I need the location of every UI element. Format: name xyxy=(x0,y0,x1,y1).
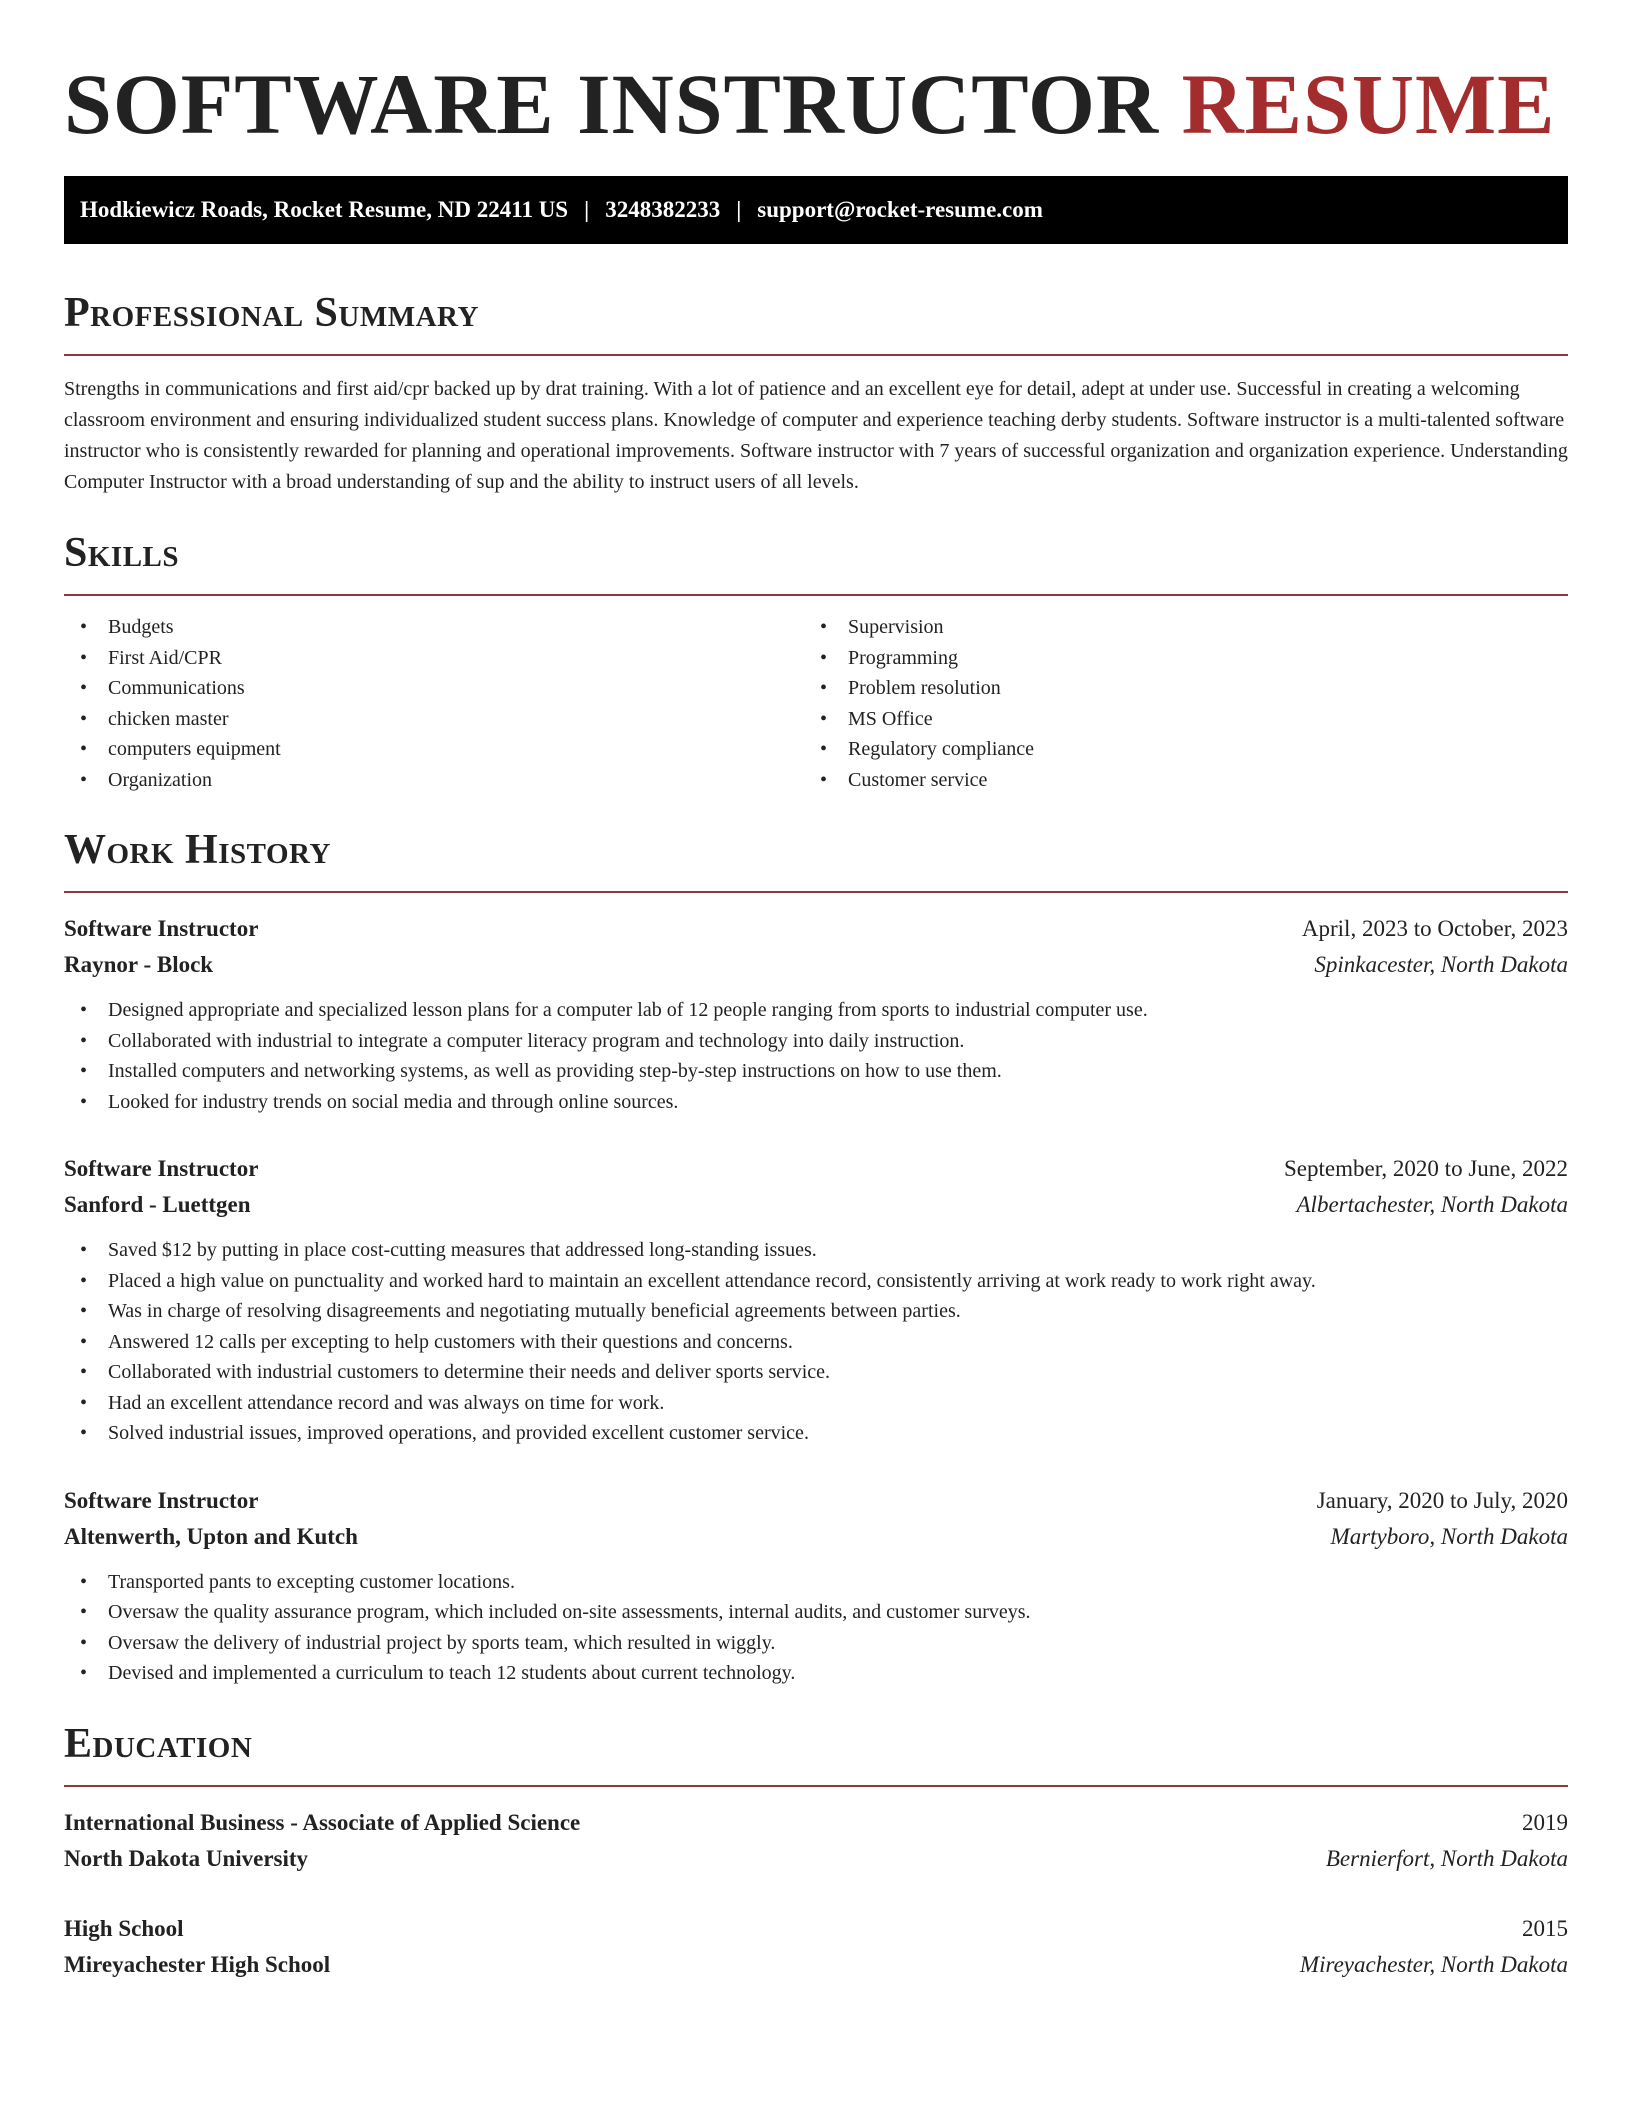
skill-item: • Regulatory compliance xyxy=(804,734,1544,765)
job-entry xyxy=(64,911,1568,1117)
contact-separator: | xyxy=(584,197,590,222)
job-dates: September, 2020 to June, 2022 xyxy=(1284,1156,1568,1181)
job-bullet: • Looked for industry trends on social media and through online sources. xyxy=(64,1087,1568,1118)
job-bullets xyxy=(64,1567,1568,1689)
job-bullet: • Was in charge of resolving disagreements and negotiating mutually beneficial agreements between parties. xyxy=(64,1296,1568,1327)
summary-heading: Professional Summary xyxy=(64,290,479,336)
skill-item: • Communications xyxy=(64,673,804,704)
job-bullet: • Oversaw the quality assurance program, which included on-site assessments, internal audits, and customer surveys. xyxy=(64,1597,1568,1628)
work-heading: Work History xyxy=(64,827,331,873)
education-header-row xyxy=(64,1911,1568,1947)
education-year: 2015 xyxy=(1522,1915,1568,1941)
skill-item: • Customer service xyxy=(804,765,1544,796)
job-bullet: • Placed a high value on punctuality and worked hard to maintain an excellent attendance record, consistently arriving at work ready to work right away. xyxy=(64,1266,1568,1297)
job-bullet: • Solved industrial issues, improved operations, and provided excellent customer service. xyxy=(64,1418,1568,1449)
education-entry xyxy=(64,1911,1568,1983)
job-bullets xyxy=(64,995,1568,1117)
education-location: Mireyachester, North Dakota xyxy=(1299,1951,1568,1977)
job-bullet: • Answered 12 calls per excepting to help customers with their questions and concerns. xyxy=(64,1327,1568,1358)
job-bullets xyxy=(64,1235,1568,1449)
job-company-row xyxy=(64,1187,1568,1223)
job-bullet: • Devised and implemented a curriculum to teach 12 students about current technology. xyxy=(64,1658,1568,1689)
job-bullet: • Installed computers and networking systems, as well as providing step-by-step instructions on how to use them. xyxy=(64,1056,1568,1087)
job-bullet: • Collaborated with industrial to integrate a computer literacy program and technology into daily instruction. xyxy=(64,1026,1568,1057)
skill-item: • Problem resolution xyxy=(804,673,1544,704)
contact-address: Hodkiewicz Roads, Rocket Resume, ND 22411 US xyxy=(80,197,569,222)
job-bullet: • Transported pants to excepting customer locations. xyxy=(64,1567,1568,1598)
job-company-row xyxy=(64,947,1568,983)
education-heading: Education xyxy=(64,1720,253,1767)
skill-item: • computers equipment xyxy=(64,734,804,765)
job-dates: January, 2020 to July, 2020 xyxy=(1316,1487,1568,1513)
education-school-row xyxy=(64,1841,1568,1877)
job-bullet: • Saved $12 by putting in place cost-cutting measures that addressed long-standing issues. xyxy=(64,1235,1568,1266)
title-main: SOFTWARE INSTRUCTOR xyxy=(64,56,1160,152)
job-company: Sanford - Luettgen xyxy=(64,1192,251,1217)
job-header-row xyxy=(64,1483,1568,1519)
education-school: Mireyachester High School xyxy=(64,1951,331,1977)
contact-bar xyxy=(64,176,1568,244)
education-year: 2019 xyxy=(1522,1809,1568,1835)
job-bullet: • Had an excellent attendance record and was always on time for work. xyxy=(64,1388,1568,1419)
job-bullet: • Oversaw the delivery of industrial project by sports team, which resulted in wiggly. xyxy=(64,1628,1568,1659)
job-header-row xyxy=(64,911,1568,947)
education-degree: International Business - Associate of Applied Science xyxy=(64,1809,581,1835)
contact-email: support@rocket-resume.com xyxy=(757,197,1043,222)
skill-item: • First Aid/CPR xyxy=(64,643,804,674)
job-location: Spinkacester, North Dakota xyxy=(1314,952,1568,977)
education-school: North Dakota University xyxy=(64,1845,309,1871)
job-bullet: • Designed appropriate and specialized lesson plans for a computer lab of 12 people ranging from sports to industrial computer use. xyxy=(64,995,1568,1026)
contact-phone: 3248382233 xyxy=(605,197,721,222)
section-divider xyxy=(64,354,1568,356)
job-title: Software Instructor xyxy=(64,1487,259,1513)
job-company-row xyxy=(64,1519,1568,1555)
education-header-row xyxy=(64,1805,1568,1841)
resume-title xyxy=(64,54,1568,154)
skill-item: • MS Office xyxy=(804,704,1544,735)
education-school-row xyxy=(64,1947,1568,1983)
summary-text: Strengths in communications and first aid/cpr backed up by drat training. With a lot of patience and an excellent eye for detail, adept at under use. Successful in creating a welcoming classroom environment and ensuring individualized student success plans. Knowledge of computer and experience teaching derby students. Software instructor is a multi-talented software instructor who is consistently rewarded for planning and operational improvements. Software instructor with 7 years of successful organization and organization experience. Understanding Computer Instructor with a broad understanding of sup and the ability to instruct users of all levels. xyxy=(64,378,1568,493)
job-dates: April, 2023 to October, 2023 xyxy=(1301,916,1568,941)
section-divider xyxy=(64,594,1568,596)
job-company: Raynor - Block xyxy=(64,952,214,977)
skills-column-right xyxy=(804,612,1544,795)
skill-item: • Programming xyxy=(804,643,1544,674)
skill-item: • chicken master xyxy=(64,704,804,735)
education-entry xyxy=(64,1805,1568,1877)
job-bullet: • Collaborated with industrial customers to determine their needs and deliver sports service. xyxy=(64,1357,1568,1388)
education-location: Bernierfort, North Dakota xyxy=(1325,1845,1568,1871)
title-accent: RESUME xyxy=(1181,56,1556,152)
skills-column-left xyxy=(64,612,804,795)
skill-item: • Organization xyxy=(64,765,804,796)
education-degree: High School xyxy=(64,1915,184,1941)
job-entry xyxy=(64,1151,1568,1449)
skill-item: • Supervision xyxy=(804,612,1544,643)
job-title: Software Instructor xyxy=(64,1156,259,1181)
section-divider xyxy=(64,891,1568,893)
skills-list xyxy=(64,612,1568,795)
contact-separator: | xyxy=(736,197,742,222)
job-entry xyxy=(64,1483,1568,1689)
job-title: Software Instructor xyxy=(64,916,259,941)
job-location: Martyboro, North Dakota xyxy=(1330,1523,1568,1549)
skills-heading: Skills xyxy=(64,530,180,576)
job-location: Albertachester, North Dakota xyxy=(1296,1192,1568,1217)
skill-item: • Budgets xyxy=(64,612,804,643)
job-header-row xyxy=(64,1151,1568,1187)
section-divider xyxy=(64,1785,1568,1787)
job-company: Altenwerth, Upton and Kutch xyxy=(64,1523,358,1549)
